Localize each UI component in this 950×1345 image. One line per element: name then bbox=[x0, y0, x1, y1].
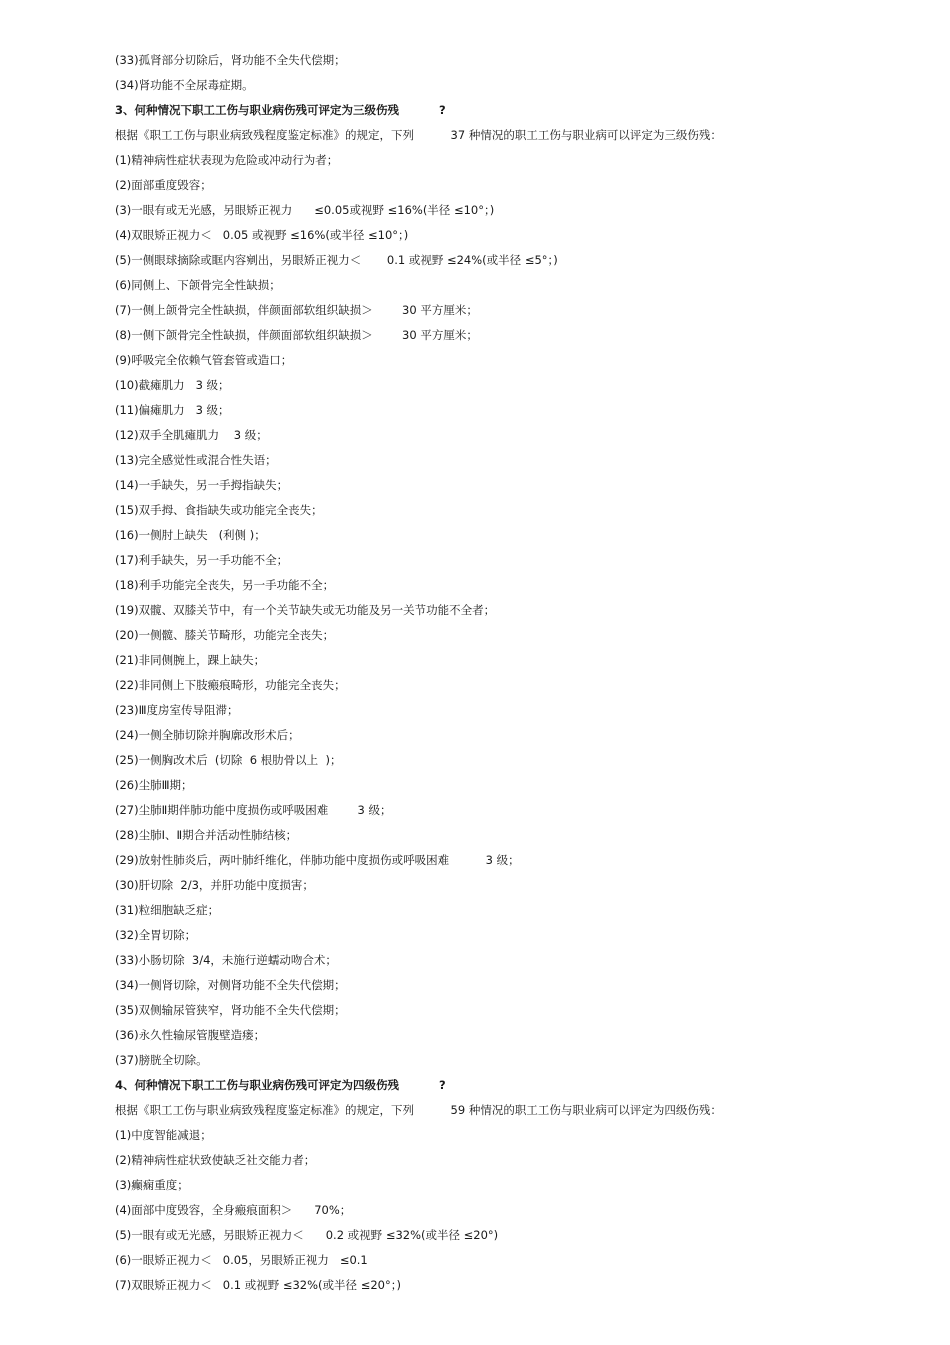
section-heading: 4、何种情况下职工工伤与职业病伤残可评定为四级伤残 ? bbox=[115, 1078, 446, 1092]
text-line: (26)尘肺Ⅲ期； bbox=[115, 778, 193, 792]
text-line: (16)一侧肘上缺失 (利侧 )； bbox=[115, 528, 266, 542]
text-line: (3)一眼有或无光感，另眼矫正视力 ≤0.05或视野 ≤16%(半径 ≤10°；) bbox=[115, 203, 495, 217]
text-line: (5)一侧眼球摘除或眶内容剜出，另眼矫正视力＜ 0.1 或视野 ≤24%(或半径 ≤5°；) bbox=[115, 253, 558, 267]
text-line: (6)一眼矫正视力＜ 0.05，另眼矫正视力 ≤0.1 bbox=[115, 1253, 368, 1267]
text-line: (3)癫痫重度； bbox=[115, 1178, 189, 1192]
text-line: (1)精神病性症状表现为危险或冲动行为者； bbox=[115, 153, 339, 167]
text-line: (7)双眼矫正视力＜ 0.1 或视野 ≤32%(或半径 ≤20°；) bbox=[115, 1278, 401, 1292]
text-line: 根据《职工工伤与职业病致残程度鉴定标准》的规定，下列 37 种情况的职工工伤与职业病可以评定为三级伤残： bbox=[115, 128, 722, 142]
text-line: (7)一侧上颌骨完全性缺损，伴颜面部软组织缺损＞ 30 平方厘米； bbox=[115, 303, 478, 317]
text-line: (10)截瘫肌力 3 级； bbox=[115, 378, 230, 392]
text-line: (37)膀胱全切除。 bbox=[115, 1053, 208, 1067]
text-line: (6)同侧上、下颌骨完全性缺损； bbox=[115, 278, 281, 292]
text-line: (11)偏瘫肌力 3 级； bbox=[115, 403, 230, 417]
text-line: (13)完全感觉性或混合性失语； bbox=[115, 453, 277, 467]
text-line: (34)一侧肾切除，对侧肾功能不全失代偿期； bbox=[115, 978, 346, 992]
text-line: (2)面部重度毁容； bbox=[115, 178, 212, 192]
text-line: (12)双手全肌瘫肌力 3 级； bbox=[115, 428, 268, 442]
text-line: (28)尘肺Ⅰ、Ⅱ期合并活动性肺结核； bbox=[115, 828, 298, 842]
text-line: (4)面部中度毁容，全身瘢痕面积＞ 70%； bbox=[115, 1203, 352, 1217]
text-line: (8)一侧下颌骨完全性缺损，伴颜面部软组织缺损＞ 30 平方厘米； bbox=[115, 328, 478, 342]
text-line: (25)一侧胸改术后 (切除 6 根肋骨以上 )； bbox=[115, 753, 342, 767]
text-line: (22)非同侧上下肢瘢痕畸形，功能完全丧失； bbox=[115, 678, 346, 692]
text-line: (27)尘肺Ⅱ期伴肺功能中度损伤或呼吸困难 3 级； bbox=[115, 803, 392, 817]
text-line: (35)双侧输尿管狭窄，肾功能不全失代偿期； bbox=[115, 1003, 346, 1017]
text-line: (19)双髋、双膝关节中，有一个关节缺失或无功能及另一关节功能不全者； bbox=[115, 603, 496, 617]
text-line: (24)一侧全肺切除并胸廓改形术后； bbox=[115, 728, 300, 742]
text-line: (9)呼吸完全依赖气管套管或造口； bbox=[115, 353, 293, 367]
text-line: (32)全胃切除； bbox=[115, 928, 197, 942]
text-line: (5)一眼有或无光感，另眼矫正视力＜ 0.2 或视野 ≤32%(或半径 ≤20°) bbox=[115, 1228, 499, 1242]
text-line: 根据《职工工伤与职业病致残程度鉴定标准》的规定，下列 59 种情况的职工工伤与职业病可以评定为四级伤残： bbox=[115, 1103, 722, 1117]
text-line: (29)放射性肺炎后，两叶肺纤维化，伴肺功能中度损伤或呼吸困难 3 级； bbox=[115, 853, 520, 867]
text-line: (15)双手拇、食指缺失或功能完全丧失； bbox=[115, 503, 323, 517]
text-line: (20)一侧髋、膝关节畸形，功能完全丧失； bbox=[115, 628, 335, 642]
text-line: (14)一手缺失，另一手拇指缺失； bbox=[115, 478, 289, 492]
text-line: (21)非同侧腕上，踝上缺失； bbox=[115, 653, 266, 667]
text-line: (4)双眼矫正视力＜ 0.05 或视野 ≤16%(或半径 ≤10°；) bbox=[115, 228, 409, 242]
text-line: (23)Ⅲ度房室传导阻滞； bbox=[115, 703, 239, 717]
text-line: (30)肝切除 2/3，并肝功能中度损害； bbox=[115, 878, 314, 892]
text-line: (18)利手功能完全丧失，另一手功能不全； bbox=[115, 578, 335, 592]
text-line: (1)中度智能减退； bbox=[115, 1128, 212, 1142]
text-line: (17)利手缺失，另一手功能不全； bbox=[115, 553, 289, 567]
text-line: (33)小肠切除 3/4，未施行逆蠕动吻合术； bbox=[115, 953, 337, 967]
text-line: (33)孤肾部分切除后，肾功能不全失代偿期； bbox=[115, 53, 346, 67]
text-line: (34)肾功能不全尿毒症期。 bbox=[115, 78, 254, 92]
text-line: (36)永久性输尿管腹壁造瘘； bbox=[115, 1028, 266, 1042]
section-heading: 3、何种情况下职工工伤与职业病伤残可评定为三级伤残 ? bbox=[115, 103, 446, 117]
text-line: (31)粒细胞缺乏症； bbox=[115, 903, 220, 917]
text-line: (2)精神病性症状致使缺乏社交能力者； bbox=[115, 1153, 316, 1167]
